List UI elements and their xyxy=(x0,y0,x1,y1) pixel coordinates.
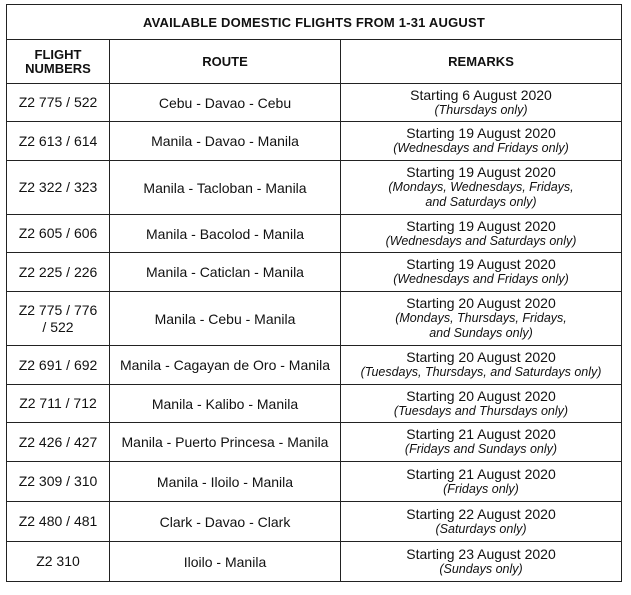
flight-number xyxy=(7,292,110,346)
start-date: Starting 23 August 2020 xyxy=(406,545,556,562)
start-date: Starting 6 August 2020 xyxy=(410,86,552,103)
start-date: Starting 19 August 2020 xyxy=(406,217,556,234)
start-date: Starting 20 August 2020 xyxy=(406,295,556,311)
route: Manila - Cagayan de Oro - Manila xyxy=(110,346,341,385)
header-flight-line2: NUMBERS xyxy=(25,60,91,76)
table-row xyxy=(7,215,622,253)
days-note: (Mondays, Thursdays, Fridays, xyxy=(395,311,567,325)
table-row xyxy=(7,462,622,502)
flight-number-line1: Z2 775 / 776 xyxy=(18,301,98,318)
route: Iloilo - Manila xyxy=(110,542,341,582)
route: Manila - Caticlan - Manila xyxy=(110,253,341,292)
remarks xyxy=(341,292,622,346)
remarks xyxy=(341,502,622,542)
header-flight-numbers xyxy=(7,40,110,84)
table-row xyxy=(7,122,622,161)
table-row xyxy=(7,84,622,122)
table-title: AVAILABLE DOMESTIC FLIGHTS FROM 1-31 AUGUST xyxy=(7,5,622,40)
days-note: and Sundays only) xyxy=(429,326,533,340)
start-date: Starting 20 August 2020 xyxy=(406,387,556,404)
days-note: (Fridays only) xyxy=(443,481,519,496)
days-note: (Wednesdays and Fridays only) xyxy=(393,141,569,155)
header-flight-line1: FLIGHT xyxy=(34,46,82,62)
route: Manila - Tacloban - Manila xyxy=(110,161,341,215)
flight-number: Z2 309 / 310 xyxy=(7,462,110,502)
remarks xyxy=(341,161,622,215)
flight-number: Z2 691 / 692 xyxy=(7,346,110,385)
route: Manila - Iloilo - Manila xyxy=(110,462,341,502)
route: Manila - Puerto Princesa - Manila xyxy=(110,423,341,462)
flight-number: Z2 322 / 323 xyxy=(7,161,110,215)
days-note: (Thursdays only) xyxy=(434,102,528,117)
remarks xyxy=(341,253,622,292)
table-row xyxy=(7,346,622,385)
days-note: (Sundays only) xyxy=(439,561,523,576)
header-remarks: REMARKS xyxy=(341,40,622,84)
days-note: (Tuesdays and Thursdays only) xyxy=(393,403,569,418)
flight-number: Z2 613 / 614 xyxy=(7,122,110,161)
table-row xyxy=(7,292,622,346)
table-row xyxy=(7,542,622,582)
remarks xyxy=(341,215,622,253)
header-row xyxy=(7,40,622,84)
start-date: Starting 19 August 2020 xyxy=(406,256,556,272)
flights-table-container xyxy=(6,4,622,582)
days-note: (Mondays, Wednesdays, Fridays, xyxy=(388,180,574,194)
days-note: (Wednesdays and Saturdays only) xyxy=(385,233,577,248)
flight-number-line2: / 522 xyxy=(42,318,74,335)
flight-number: Z2 711 / 712 xyxy=(7,385,110,423)
days-note: (Fridays and Sundays only) xyxy=(404,442,558,456)
flight-number: Z2 775 / 522 xyxy=(7,84,110,122)
table-row xyxy=(7,253,622,292)
table-row xyxy=(7,502,622,542)
remarks xyxy=(341,542,622,582)
days-note: (Tuesdays, Thursdays, and Saturdays only) xyxy=(360,365,602,379)
table-row xyxy=(7,161,622,215)
remarks xyxy=(341,462,622,502)
remarks xyxy=(341,346,622,385)
start-date: Starting 21 August 2020 xyxy=(406,465,556,482)
route: Cebu - Davao - Cebu xyxy=(110,84,341,122)
start-date: Starting 19 August 2020 xyxy=(406,164,556,180)
remarks xyxy=(341,84,622,122)
start-date: Starting 21 August 2020 xyxy=(406,426,556,442)
route: Manila - Cebu - Manila xyxy=(110,292,341,346)
flight-number: Z2 426 / 427 xyxy=(7,423,110,462)
table-row xyxy=(7,385,622,423)
remarks xyxy=(341,122,622,161)
flight-number: Z2 310 xyxy=(7,542,110,582)
flight-number: Z2 480 / 481 xyxy=(7,502,110,542)
flight-number: Z2 605 / 606 xyxy=(7,215,110,253)
remarks xyxy=(341,385,622,423)
flights-table xyxy=(6,4,622,582)
remarks xyxy=(341,423,622,462)
days-note: and Saturdays only) xyxy=(425,195,537,209)
start-date: Starting 19 August 2020 xyxy=(406,125,556,141)
flight-number: Z2 225 / 226 xyxy=(7,253,110,292)
table-row xyxy=(7,423,622,462)
start-date: Starting 22 August 2020 xyxy=(406,505,556,522)
days-note: (Wednesdays and Fridays only) xyxy=(393,272,569,286)
days-note: (Saturdays only) xyxy=(435,521,527,536)
header-route: ROUTE xyxy=(110,40,341,84)
route: Manila - Davao - Manila xyxy=(110,122,341,161)
route: Manila - Bacolod - Manila xyxy=(110,215,341,253)
start-date: Starting 20 August 2020 xyxy=(406,349,556,365)
route: Clark - Davao - Clark xyxy=(110,502,341,542)
route: Manila - Kalibo - Manila xyxy=(110,385,341,423)
